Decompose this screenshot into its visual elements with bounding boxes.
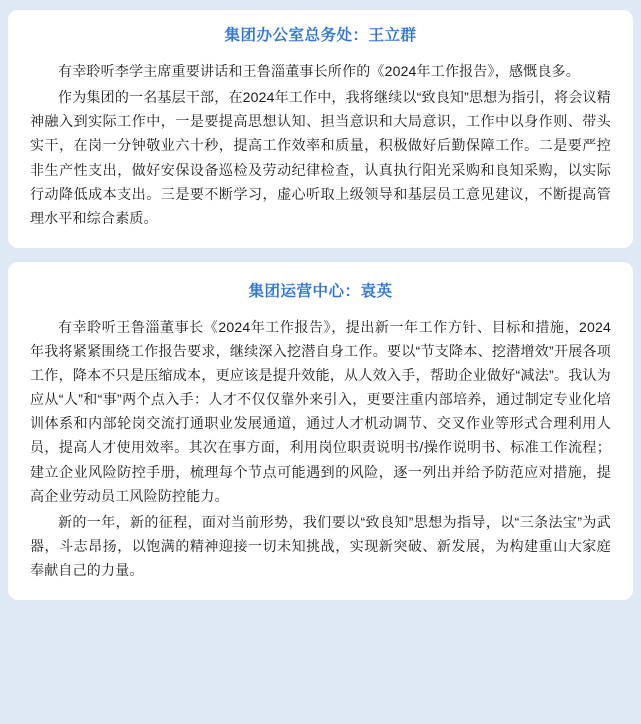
paragraph: 有幸聆听李学主席重要讲话和王鲁淄董事长所作的《2024年工作报告》，感慨良多。	[58, 63, 580, 80]
paragraph: 新的一年，新的征程，面对当前形势，我们要以“致良知”思想为指导，以“三条法宝”为武器，斗志昂扬，以饱满的精神迎接一切未知挑战，实现新突破、新发展，为构建重山大家庭奉献自己的力量。	[30, 513, 611, 578]
section-body-1	[8, 51, 633, 230]
section-card-1	[8, 10, 633, 248]
section-title-1: 集团办公室总务处：王立群	[224, 27, 417, 44]
paragraph: 有幸聆听王鲁淄董事长《2024年工作报告》，提出新一年工作方针、目标和措施，2024年我将紧紧围绕工作报告要求，继续深入挖潜自身工作。要以“节支降本、挖潜增效”开展各项工作，降本不只是压缩成本，更应该是提升效能，从人效入手，帮助企业做好“减法”。我认为应从“人”和“事”两个点入手：人才不仅仅靠外来引入，更要注重内部培养，通过制定专业化培训体系和内部轮岗交流打通职业发展通道，通过人才机动调节、交叉作业等形式合理利用人员，提高人才使用效率。其次在事方面，利用岗位职责说明书/操作说明书、标准工作流程；建立企业风险防控手册，梳理每个节点可能遇到的风险，逐一列出并给予防范应对措施，提高企业劳动员工风险防控能力。	[30, 319, 611, 504]
section-title-2: 集团运营中心：袁英	[248, 282, 393, 300]
paragraph: 作为集团的一名基层干部，在2024年工作中，我将继续以“致良知”思想为指引，将会议精神融入到实际工作中，一是要提高思想认知、担当意识和大局意识，工作中以身作则、带头实干，在岗一分钟敬业六十秒，提高工作效率和质量，积极做好后勤保障工作。二是要严控非生产性支出，做好安保设备巡检及劳动纪律检查，认真执行阳光采购和良知采购，以实际行动降低成本支出。三是要不断学习，虚心听取上级领导和基层员工意见建议，不断提高管理水平和综合素质。	[30, 89, 611, 226]
section-body-2	[8, 307, 633, 582]
section-card-2	[8, 262, 633, 600]
